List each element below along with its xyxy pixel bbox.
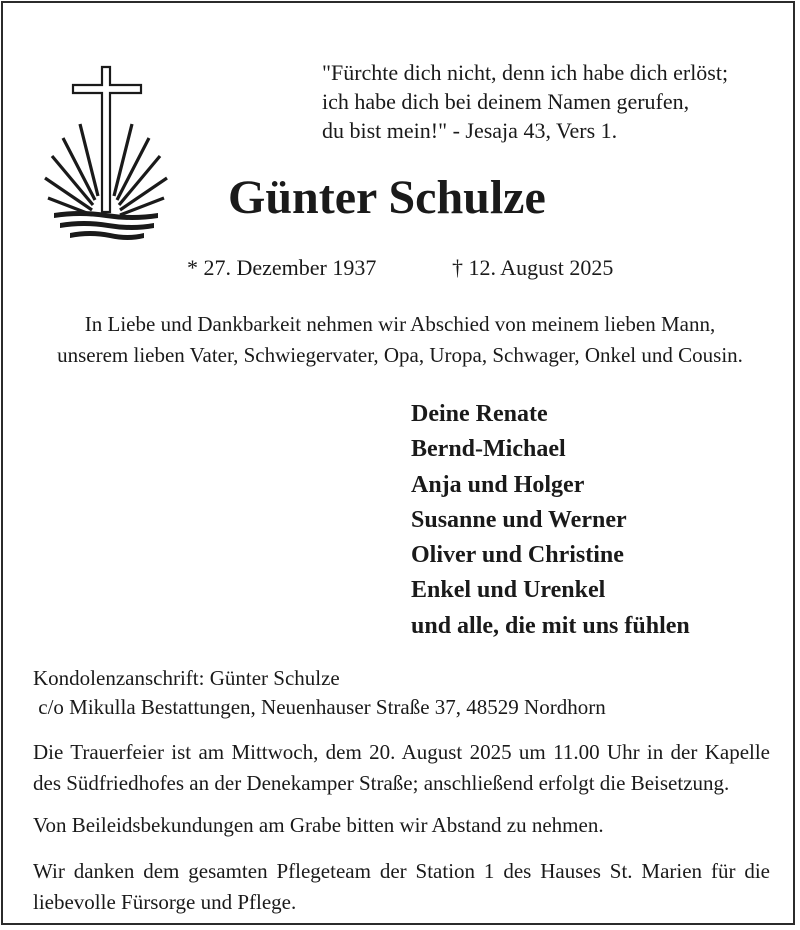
farewell-line: In Liebe und Dankbarkeit nehmen wir Abschied von meinem lieben Mann, bbox=[84, 312, 716, 336]
mourner-name: Oliver und Christine bbox=[411, 542, 624, 569]
thanks-text: Wir danken dem gesamten Pflegeteam der Station 1 des Hauses St. Marien für die liebevolle Fürsorge und Pflege. bbox=[33, 859, 770, 914]
bible-quote bbox=[322, 58, 782, 145]
address-line: c/o Mikulla Bestattungen, Neuenhauser Straße 37, 48529 Nordhorn bbox=[33, 695, 606, 719]
deceased-name: Günter Schulze bbox=[228, 171, 546, 224]
quote-line: du bist mein!" - Jesaja 43, Vers 1. bbox=[322, 118, 618, 143]
cross-emblem-icon bbox=[40, 58, 180, 243]
condolence-address bbox=[33, 664, 606, 722]
farewell-line: unserem lieben Vater, Schwiegervater, Opa, Uropa, Schwager, Onkel und Cousin. bbox=[57, 343, 743, 367]
farewell-text bbox=[20, 309, 780, 371]
mourner-name: Anja und Holger bbox=[411, 471, 585, 498]
address-line: Kondolenzanschrift: Günter Schulze bbox=[33, 666, 340, 690]
quote-line: ich habe dich bei deinem Namen gerufen, bbox=[322, 89, 690, 114]
mourner-name: und alle, die mit uns fühlen bbox=[411, 612, 690, 639]
mourner-name: Deine Renate bbox=[411, 401, 548, 427]
water-waves bbox=[54, 211, 158, 240]
mourner-name: Bernd-Michael bbox=[411, 436, 566, 463]
mourner-name: Susanne und Werner bbox=[411, 506, 627, 533]
death-date: † 12. August 2025 bbox=[452, 255, 614, 280]
mourner-name: Enkel und Urenkel bbox=[411, 577, 606, 604]
condolence-note: Von Beileidsbekundungen am Grabe bitten wir Abstand zu nehmen. bbox=[33, 813, 604, 837]
funeral-ceremony-text: Die Trauerfeier ist am Mittwoch, dem 20. August 2025 um 11.00 Uhr in der Kapelle des Südfriedhofes an der Denekamper Straße; anschließend erfolgt die Beisetzung. bbox=[33, 740, 770, 795]
quote-line: "Fürchte dich nicht, denn ich habe dich erlöst; bbox=[322, 60, 729, 85]
birth-date: * 27. Dezember 1937 bbox=[187, 255, 377, 280]
mourners-list bbox=[411, 397, 690, 644]
